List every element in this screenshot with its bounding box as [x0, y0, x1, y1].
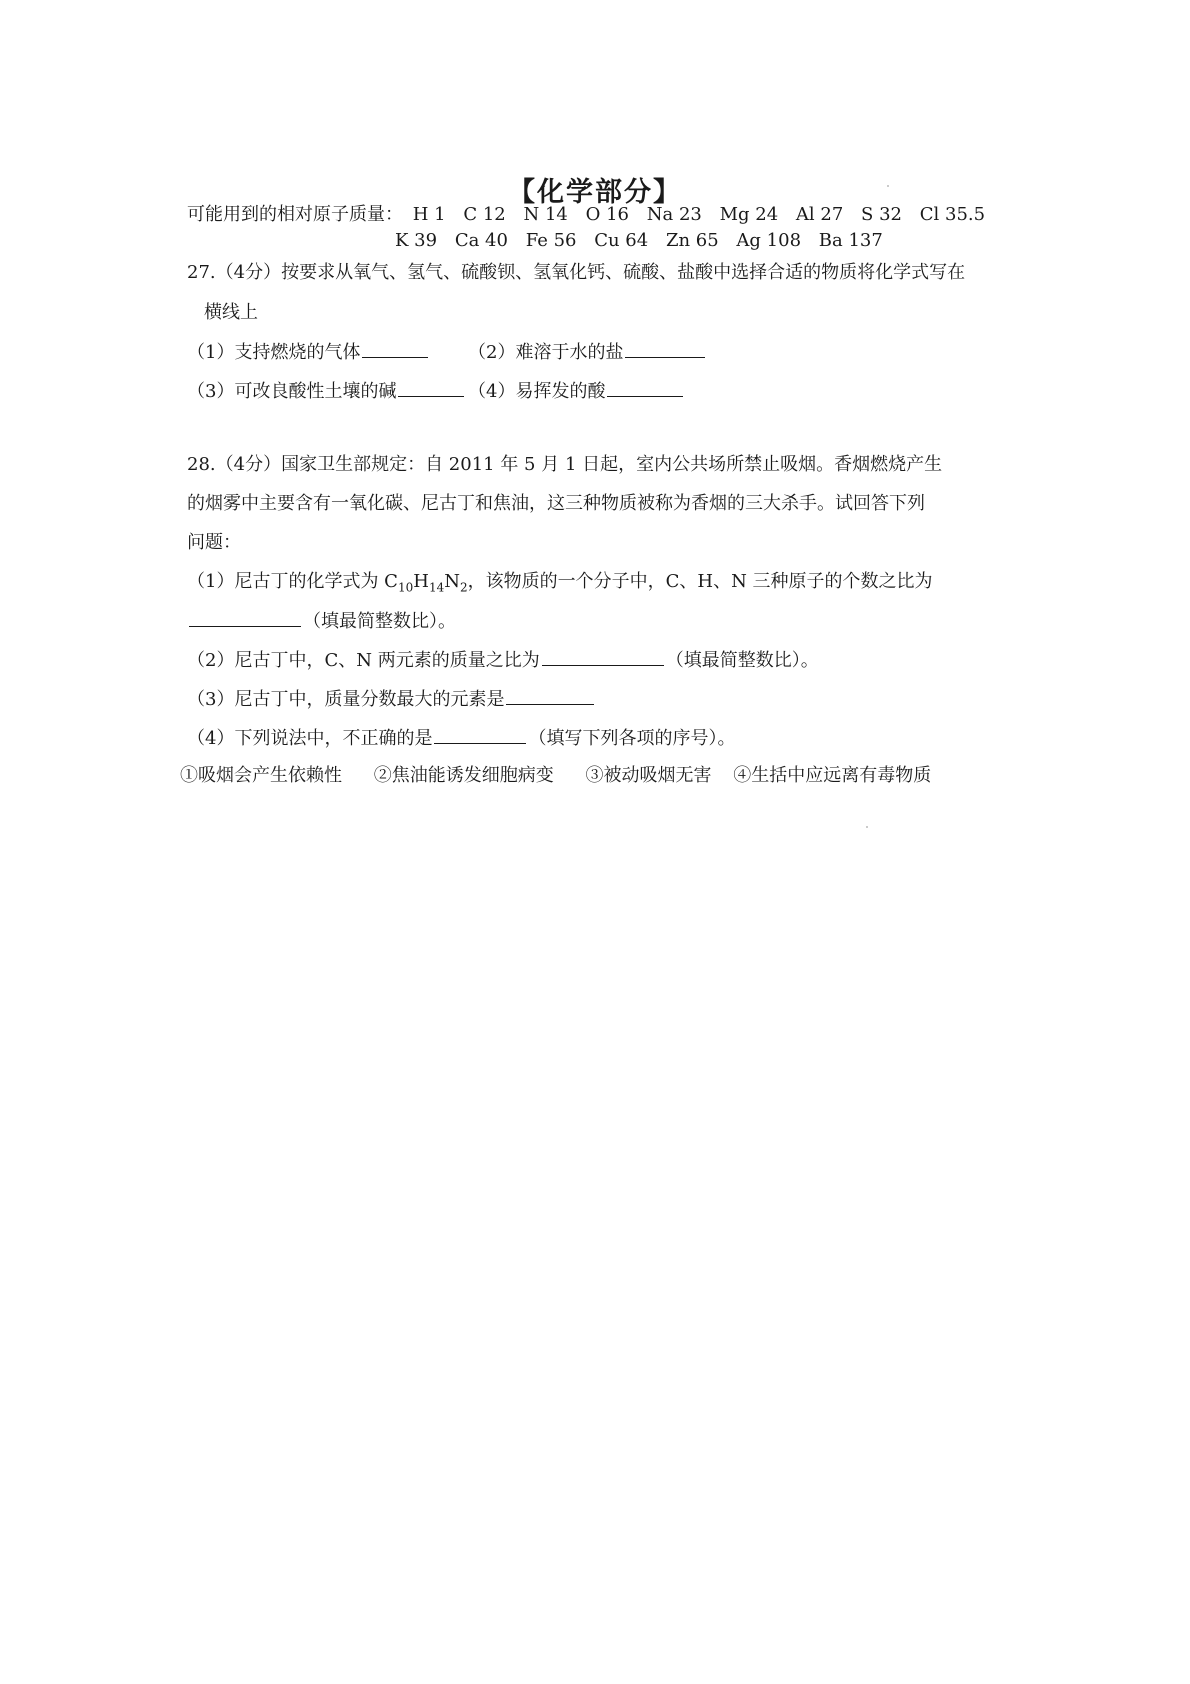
q27-stem-line-1: 27.（4分）按要求从氧气、氢气、硫酸钡、氢氧化钙、硫酸、盐酸中选择合适的物质将化学式写在 [187, 262, 966, 283]
q28-stem-line-3: 问题： [187, 532, 241, 553]
q28-part-2-pre: （2）尼古丁中，C、N 两元素的质量之比为 [187, 650, 540, 671]
atomic-mass-row-2 [395, 229, 895, 253]
q28-part-1-line-2 [187, 608, 456, 634]
section-title: 【化学部分】 [508, 177, 682, 208]
answer-blank-28-1[interactable] [189, 608, 301, 627]
answer-blank-28-2[interactable] [542, 647, 664, 666]
q28-part-2 [187, 647, 819, 673]
q28-part-3 [187, 686, 596, 712]
subscript-10: 10 [397, 580, 414, 595]
mass-c: C 12 [463, 204, 506, 225]
atomic-mass-label: 可能用到的相对原子质量： [187, 204, 403, 225]
q28-stem-line-1: 28.（4分）国家卫生部规定：自 2011 年 5 月 1 日起，室内公共场所禁止吸烟。香烟燃烧产生 [187, 454, 943, 475]
subscript-14: 14 [428, 580, 445, 595]
mass-s: S 32 [861, 204, 902, 225]
q27-part-1 [187, 339, 430, 365]
q28-part-4-pre: （4）下列说法中，不正确的是 [187, 728, 433, 749]
q28-options [180, 764, 931, 788]
q27-stem-line-2: 横线上 [204, 302, 258, 323]
mass-ca: Ca 40 [454, 230, 508, 251]
subscript-2: 2 [459, 580, 468, 595]
mass-k: K 39 [395, 230, 438, 251]
atomic-mass-row-1 [187, 203, 997, 227]
q28-part-4-hint: （填写下列各项的序号）。 [528, 728, 736, 749]
answer-blank-28-3[interactable] [506, 686, 594, 705]
mass-n: N 14 [523, 204, 568, 225]
q27-part-4-text: （4）易挥发的酸 [468, 381, 606, 402]
q27-part-4 [468, 378, 685, 404]
symbol-n: N [444, 571, 460, 592]
mass-ag: Ag 108 [736, 230, 802, 251]
q27-part-3 [187, 378, 466, 404]
q28-part-2-hint: （填最简整数比）。 [665, 650, 819, 671]
q28-part-1-pre: （1）尼古丁的化学式为 C [187, 571, 398, 592]
q28-part-1-post: ，该物质的一个分子中，C、H、N 三种原子的个数之比为 [467, 571, 933, 592]
answer-blank-27-2[interactable] [625, 339, 705, 358]
option-4: ④生括中应远离有毒物质 [733, 765, 932, 786]
q27-part-2-text: （2）难溶于水的盐 [468, 342, 624, 363]
q27-part-1-text: （1）支持燃烧的气体 [187, 342, 361, 363]
option-1: ①吸烟会产生依赖性 [180, 765, 342, 786]
option-2: ②焦油能诱发细胞病变 [373, 765, 554, 786]
q28-part-1-hint: （填最简整数比）。 [303, 611, 456, 632]
mass-h: H 1 [412, 204, 446, 225]
q28-stem-line-2: 的烟雾中主要含有一氧化碳、尼古丁和焦油，这三种物质被称为香烟的三大杀手。试回答下列 [187, 493, 925, 514]
mass-o: O 16 [585, 204, 629, 225]
mass-al: Al 27 [795, 204, 844, 225]
mass-fe: Fe 56 [525, 230, 577, 251]
mass-cu: Cu 64 [594, 230, 649, 251]
symbol-h: H [413, 571, 429, 592]
mass-mg: Mg 24 [719, 204, 779, 225]
mass-na: Na 23 [646, 204, 702, 225]
q27-part-2 [468, 339, 707, 365]
q28-part-3-text: （3）尼古丁中，质量分数最大的元素是 [187, 689, 505, 710]
answer-blank-27-4[interactable] [607, 378, 683, 397]
q28-part-4 [187, 725, 735, 751]
mass-cl: Cl 35.5 [919, 204, 986, 225]
answer-blank-27-1[interactable] [362, 339, 428, 358]
q27-part-3-text: （3）可改良酸性土壤的碱 [187, 381, 397, 402]
q28-part-1 [187, 570, 933, 594]
answer-blank-27-3[interactable] [398, 378, 464, 397]
scan-speck [887, 185, 889, 187]
option-3: ③被动吸烟无害 [585, 765, 712, 786]
mass-zn: Zn 65 [665, 230, 719, 251]
answer-blank-28-4[interactable] [434, 725, 526, 744]
scan-speck [866, 826, 868, 828]
mass-ba: Ba 137 [818, 230, 883, 251]
